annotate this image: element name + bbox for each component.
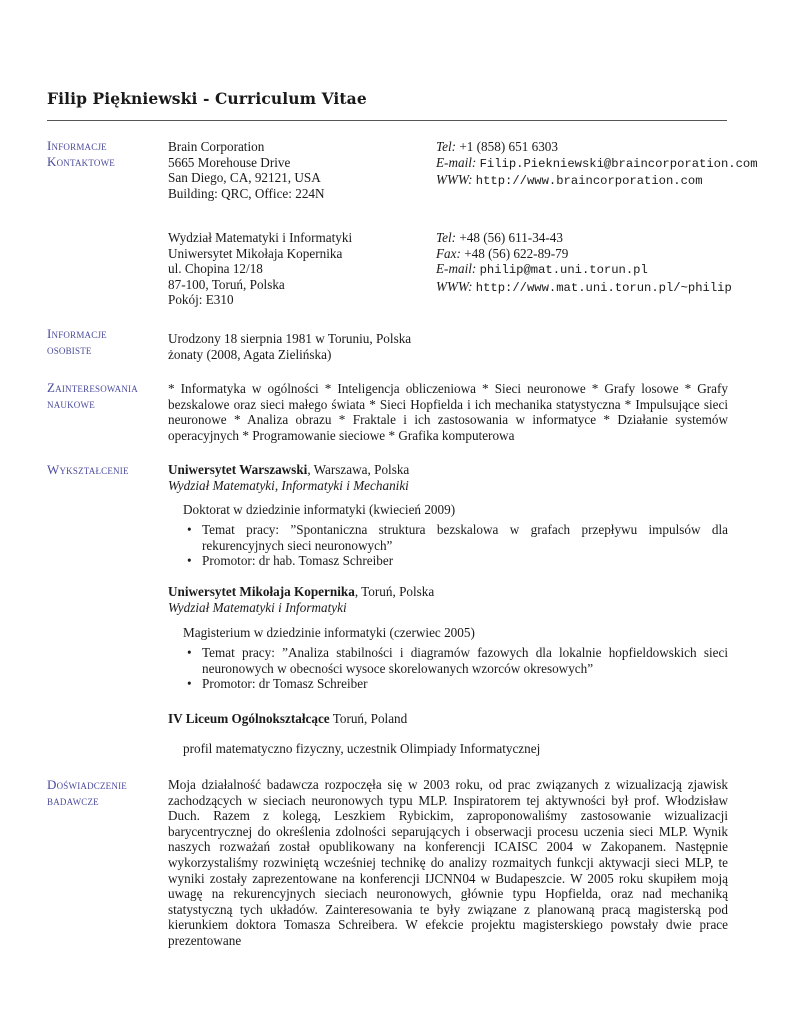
org2-contact — [436, 230, 732, 296]
title-rule — [47, 120, 727, 121]
school-name-row — [168, 711, 407, 727]
degree-details — [183, 645, 728, 692]
school-header — [168, 462, 409, 493]
label-line: naukowe — [47, 396, 95, 411]
school-place: , Warszawa, Polska — [307, 462, 410, 477]
item-text: Temat pracy: ”Analiza stabilności i diagramów fazowych dla lokalnie hopfieldowskich sieci neuronowych w obecności wysoce skorelowanych wzorców okresowych” — [202, 645, 728, 676]
degree: Magisterium w dziedzinie informatyki (czerwiec 2005) — [183, 625, 475, 640]
address-line: Building: QRC, Office: 224N — [168, 185, 325, 201]
address-line: 87-100, Toruń, Polska — [168, 276, 285, 292]
page-title: Filip Piękniewski - Curriculum Vitae — [47, 89, 367, 108]
address-line: Pokój: E310 — [168, 292, 234, 308]
bullet-icon: • — [187, 553, 192, 569]
personal-line: Urodzony 18 sierpnia 1981 w Toruniu, Polska — [168, 331, 412, 346]
school-name-row — [168, 584, 434, 600]
school-name-row — [168, 462, 409, 478]
tel-label: Tel: — [436, 230, 457, 245]
org1-contact — [436, 139, 758, 190]
degree: profil matematyczno fizyczny, uczestnik Olimpiady Informatycznej — [183, 741, 541, 756]
tel-row — [436, 139, 758, 155]
address-line: Brain Corporation — [168, 139, 265, 154]
email-link[interactable]: philip@mat.uni.torun.pl — [479, 263, 648, 278]
section-label-contact — [47, 138, 115, 170]
school-header — [168, 584, 434, 615]
fax-row — [436, 246, 732, 262]
school-header — [168, 711, 407, 727]
tel-label: Tel: — [436, 139, 457, 154]
address-line: ul. Chopina 12/18 — [168, 261, 263, 277]
section-label-personal — [47, 326, 107, 358]
address-line: Uniwersytet Mikołaja Kopernika — [168, 245, 343, 261]
school-name: Uniwersytet Mikołaja Kopernika — [168, 584, 355, 599]
label-line: Doświadczenie — [47, 777, 127, 792]
degree-details — [183, 522, 728, 569]
degree: Doktorat w dziedzinie informatyki (kwiecień 2009) — [183, 502, 456, 517]
www-label: WWW: — [436, 278, 473, 294]
section-label-education — [47, 462, 129, 478]
email-row — [436, 261, 732, 279]
www-row — [436, 172, 758, 190]
item-text: Promotor: dr Tomasz Schreiber — [202, 676, 368, 692]
fax-value: +48 (56) 622-89-79 — [464, 245, 569, 261]
section-label-interests — [47, 380, 138, 412]
item-text: Promotor: dr hab. Tomasz Schreiber — [202, 553, 394, 569]
list-item — [183, 522, 728, 553]
school-place: Toruń, Poland — [329, 711, 408, 726]
email-label: E-mail: — [436, 261, 477, 277]
list-item — [183, 553, 728, 569]
section-label-research — [47, 777, 127, 809]
label-line: Kontaktowe — [47, 154, 115, 169]
tel-value: +1 (858) 651 6303 — [459, 139, 558, 154]
bullet-icon: • — [187, 522, 192, 537]
www-link[interactable]: http://www.mat.uni.torun.pl/~philip — [475, 280, 732, 295]
label-line: Zainteresowania — [47, 380, 138, 395]
address-line: Wydział Matematyki i Informatyki — [168, 230, 353, 245]
school-faculty: Wydział Matematyki, Informatyki i Mechaniki — [168, 477, 409, 493]
fax-label: Fax: — [436, 245, 461, 261]
item-text: Temat pracy: ”Spontaniczna struktura bezskalowa w grafach przepływu impulsów dla rekurencyjnych sieci neuronowych” — [202, 522, 728, 553]
bullet-icon: • — [187, 676, 192, 692]
label-line: badawcze — [47, 793, 99, 808]
label-line: Informacje — [47, 138, 107, 153]
research-text: Moja działalność badawcza rozpoczęła się w 2003 roku, od prac związanych z wizualizacją zjawisk zachodzących w sieciach neuronowych typu MLP. Inspiratorem tej aktywności był prof. Włodzisław Duch. Razem z kolegą, Leszkiem Rybickim, zaproponowaliśmy zastosowanie wizualizacji barycentrycznej do określenia zdolności separujących i obserwacji procesu uczenia sieci MLP. Wynik naszych rozważań został opublikowany na konferencji ICAISC 2004 w Zakopanem. Następnie wykorzystaliśmy rozwiniętą wcześniej technikę do analizy rozmaitych funkcji aktywacji sieci MLP, te wyniki zostały zaprezentowane na konferencji IJCNN04 w Budapeszcie. W 2005 roku skupiłem moją uwagę na rekurencyjnych sieciach neuronowych, głównie typu Hopfielda, oraz nad mechaniką statystyczną tych układów. Zainteresowania te były związane z planowaną pracą magisterską pod kierunkiem doktora Tomasza Schreibera. W efekcie projektu magisterskiego powstały dwie prace prezentowane — [168, 777, 728, 948]
www-link[interactable]: http://www.braincorporation.com — [475, 174, 703, 189]
label-line: Informacje — [47, 326, 107, 341]
school-place: , Toruń, Polska — [354, 584, 435, 599]
org2-address — [168, 230, 352, 308]
school-name: IV Liceum Ogólnokształcące — [168, 711, 330, 726]
interests-text: * Informatyka w ogólności * Inteligencja obliczeniowa * Sieci neuronowe * Grafy losowe * Grafy bezskalowe oraz sieci małego świata * Sieci Hopfielda i ich mechanika statystyczna * Impulsujące sieci neuronowe * Analiza obrazu * Fraktale i ich zastosowania w informatyce * Działanie systemów operacyjnych * Programowanie sieciowe * Grafika komputerowa — [168, 381, 728, 443]
email-label: E-mail: — [436, 154, 477, 170]
personal-info — [168, 331, 411, 362]
address-line: 5665 Morehouse Drive — [168, 154, 291, 170]
email-link[interactable]: Filip.Piekniewski@braincorporation.com — [479, 156, 758, 171]
tel-value: +48 (56) 611-34-43 — [459, 230, 563, 245]
org1-address — [168, 139, 325, 201]
personal-line: żonaty (2008, Agata Zielińska) — [168, 346, 332, 362]
school-name: Uniwersytet Warszawski — [168, 462, 308, 477]
school-faculty: Wydział Matematyki i Informatyki — [168, 599, 347, 615]
list-item — [183, 645, 728, 676]
www-label: WWW: — [436, 172, 473, 188]
address-line: San Diego, CA, 92121, USA — [168, 170, 321, 186]
email-row — [436, 155, 758, 173]
label-line: osobiste — [47, 342, 92, 357]
label-line: Wykształcenie — [47, 462, 129, 477]
list-item — [183, 676, 728, 692]
bullet-icon: • — [187, 645, 192, 660]
tel-row — [436, 230, 732, 246]
www-row — [436, 279, 732, 297]
